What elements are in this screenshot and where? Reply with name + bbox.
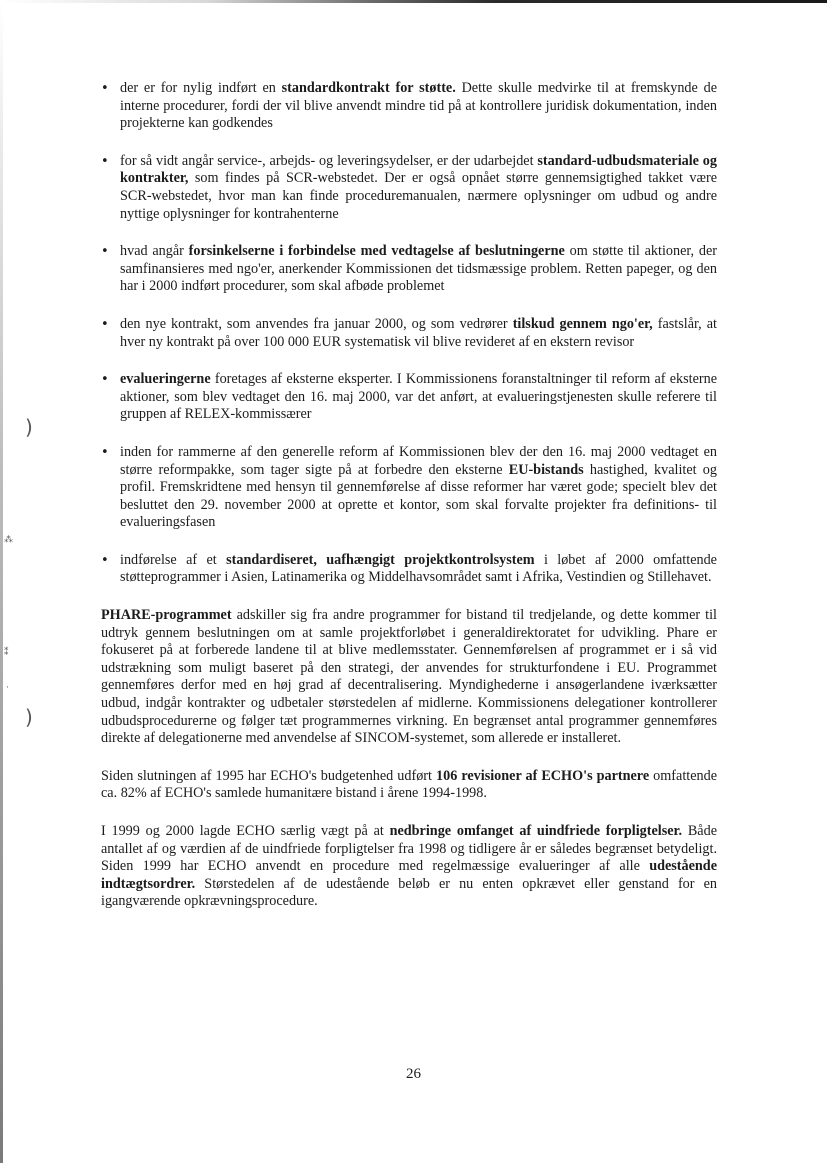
bullet-item <box>101 552 717 587</box>
bullet-dot-icon: • <box>101 153 109 169</box>
bold-text-segment: EU-bistands <box>508 461 584 478</box>
document-body <box>101 80 717 931</box>
text-segment: som findes på SCR-webstedet. Der er også opnået større gennemsigtighed takket være SCR-webstedet, hvor man kan finde proceduremanualen, nærmere oplysninger om udbud og andre nyttige oplysninger for kontrahenterne <box>120 170 717 222</box>
bullet-dot-icon: • <box>101 244 109 260</box>
margin-bracket-mark: ) <box>25 705 33 729</box>
text-segment: adskiller sig fra andre programmer for bistand til tredjelande, og dette kommer til udtryk gennem beslutningen om at samle projektforløbet i generaldirektoratet for udvikling. Phare er fokuseret på at forberede landene til at blive medlemsstater. Gennemførelsen af programmet er i så vid udstrækning som muligt baseret på den strategi, der anvendes for strukturfondene i EU. Programmet gennemføres derfor med en høj grad af decentralisering. Myndighederne i ansøgerlandene iværksætter udbud, indgår kontrakter og udbetaler størstedelen af midlerne. Kommissionens delegationer kontrollerer udbudsprocedurerne og følger tæt programmernes virkning. En begrænset antal programmer gennemføres direkte af delegationerne med anvendelse af SINCOM-systemet, som allerede er installeret. <box>101 607 717 747</box>
text-segment: Både antallet af og værdien af de uindfriede forpligtelser fra 1998 og tidligere år er således begrænset betydeligt. Siden 1999 har ECHO anvendt en procedure med regelmæssige evalueringer af alle <box>101 823 717 875</box>
bullet-item <box>101 371 717 424</box>
bullet-item <box>101 316 717 351</box>
bullet-dot-icon: • <box>101 372 109 388</box>
text-segment: den nye kontrakt, som anvendes fra januar 2000, og som vedrører <box>120 315 513 332</box>
bullet-dot-icon: • <box>101 316 109 332</box>
margin-bracket-mark: ) <box>25 415 33 439</box>
bullet-list <box>101 80 717 587</box>
bold-text-segment: standard-udbudsmateriale og kontrakter, <box>120 152 717 187</box>
margin-scan-mark: ⁂ <box>4 535 13 545</box>
bold-text-segment: PHARE-programmet <box>101 607 232 624</box>
bold-text-segment: evalueringerne <box>120 371 211 388</box>
bullet-dot-icon: • <box>101 81 109 96</box>
body-paragraph <box>101 607 717 748</box>
scan-edge-left <box>0 0 3 1163</box>
text-segment: om støtte til aktioner, der samfinansieres med ngo'er, anerkender Kommissionen det tidsmæssige problem. Retten papeger, og den har i 2000 indført procedurer, som skal afbøde problemet <box>120 243 717 295</box>
bold-text-segment: forsinkelserne i forbindelse med vedtagelse af beslutningerne <box>188 243 565 260</box>
bullet-item <box>101 153 717 223</box>
margin-scan-mark: ⁑ <box>4 648 9 658</box>
text-segment: omfattende ca. 82% af ECHO's samlede humanitære bistand i årene 1994-1998. <box>101 767 717 802</box>
text-segment: hastighed, kvalitet og profil. Fremskridtene med hensyn til gennemførelse af disse reformer har været gode; specielt blev det besluttet den 29. november 2000 at oprette et kontor, som skal forvalte projekter fra definitions- til evalueringsfasen <box>120 461 717 531</box>
text-segment: Siden slutningen af 1995 har ECHO's budgetenhed udført <box>101 767 437 784</box>
text-segment: Dette skulle medvirke til at fremskynde de interne procedurer, fordi der vil blive anvendt mindre tid på at kontrollere juridisk dokumentation, inden projekterne kan godkendes <box>120 80 717 132</box>
margin-scan-mark: · <box>6 683 9 693</box>
text-segment: Størstedelen af de udestående beløb er nu enten opkrævet eller genstand for en igangværende opkrævningsprocedure. <box>101 875 717 910</box>
text-segment: fastslår, at hver ny kontrakt på over 100 000 EUR systematisk vil blive revideret af en ekstern revisor <box>120 315 717 350</box>
text-segment: foretages af eksterne eksperter. I Kommissionens foranstaltninger til reform af eksterne aktioner, som blev vedtaget den 16. maj 2000, var det anført, at evalueringstjenesten skulle referere til gruppen af RELEX-kommissærer <box>120 371 717 423</box>
text-segment: i løbet af 2000 omfattende støtteprogrammer i Asien, Latinamerika og Middelhavsområdet samt i Afrika, Vestindien og Stillehavet. <box>120 551 717 586</box>
text-segment: for så vidt angår service-, arbejds- og leveringsydelser, er der udarbejdet <box>120 152 538 169</box>
bullet-item <box>101 444 717 532</box>
text-segment: inden for rammerne af den generelle reform af Kommissionen blev der den 16. maj 2000 vedtaget en større reformpakke, som tager sigte på at forbedre den eksterne <box>120 443 717 478</box>
text-segment: I 1999 og 2000 lagde ECHO særlig vægt på at <box>101 823 390 839</box>
text-segment: der er for nylig indført en <box>120 80 282 96</box>
text-segment: hvad angår <box>120 243 189 260</box>
bullet-dot-icon: • <box>101 444 109 460</box>
page-number: 26 <box>406 1066 421 1082</box>
bold-text-segment: standardkontrakt for støtte. <box>281 80 456 96</box>
bold-text-segment: 106 revisioner af ECHO's partnere <box>436 767 650 784</box>
body-paragraph <box>101 768 717 803</box>
text-segment: indførelse af et <box>120 551 227 568</box>
body-paragraph <box>101 823 717 911</box>
bold-text-segment: nedbringe omfanget af uindfriede forpligtelser. <box>389 823 683 839</box>
bold-text-segment: standardiseret, uafhængigt projektkontrolsystem <box>226 551 535 568</box>
bold-text-segment: udestående indtægtsordrer. <box>101 858 717 892</box>
bold-text-segment: tilskud gennem ngo'er, <box>512 315 653 332</box>
paragraph-list <box>101 607 717 911</box>
scan-edge-top <box>0 0 827 3</box>
bullet-item <box>101 80 717 133</box>
bullet-dot-icon: • <box>101 552 109 568</box>
bullet-item <box>101 243 717 296</box>
